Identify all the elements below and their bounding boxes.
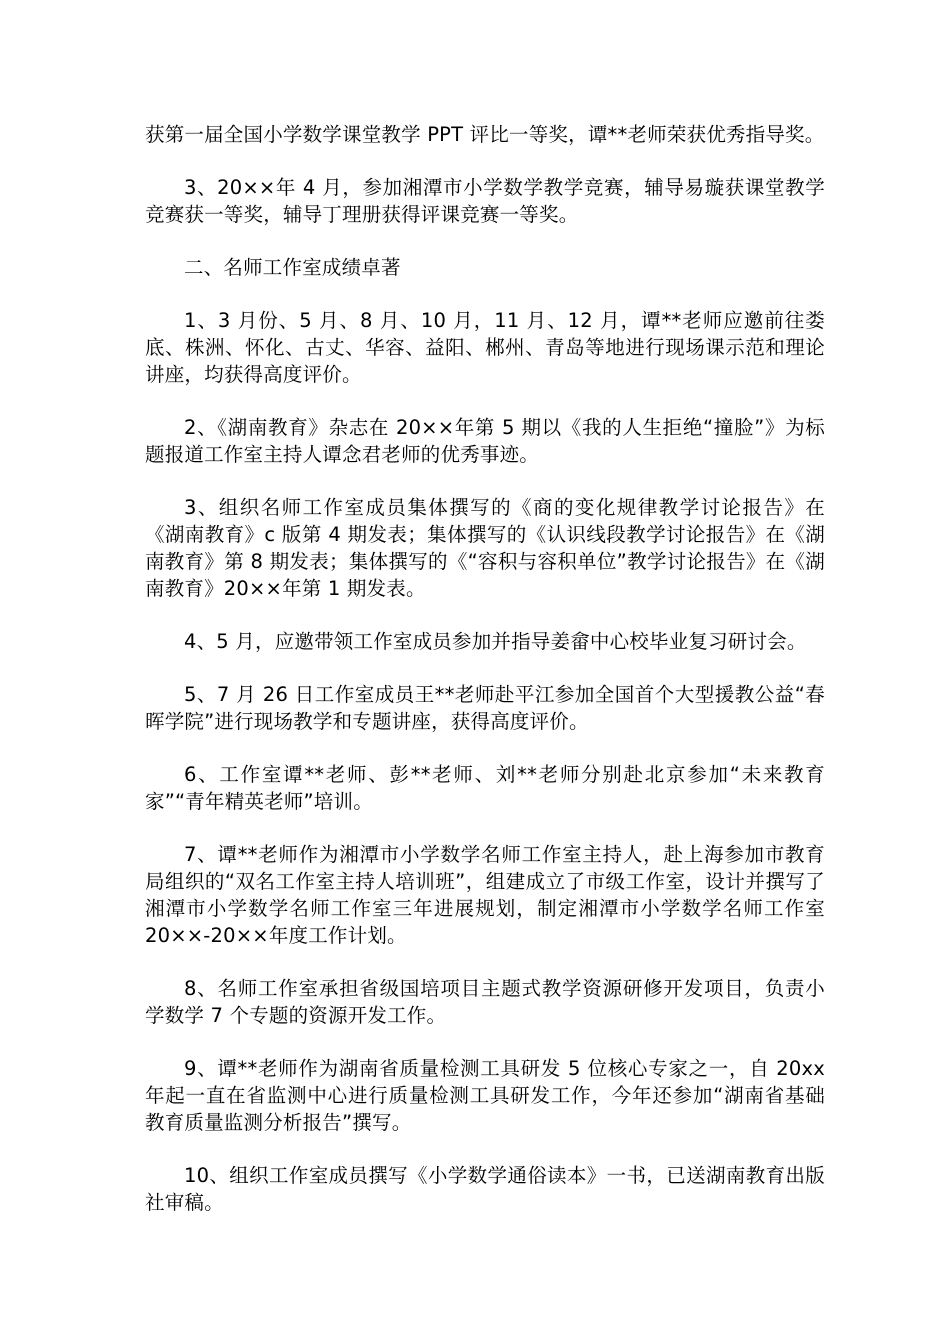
paragraph-item-10-book: 10、组织工作室成员撰写《小学数学通俗读本》一书，已送湖南教育出版社审稿。 xyxy=(145,1164,825,1214)
paragraph-item-5-pingjiang: 5、7 月 26 日工作室成员王**老师赴平江参加全国首个大型援教公益“春晖学院”进行现场教学和专题讲座，获得高度评价。 xyxy=(145,683,825,733)
section-heading: 二、名师工作室成绩卓著 xyxy=(184,256,401,279)
paragraph-item-3-competition: 3、20××年 4 月，参加湘潭市小学数学教学竞赛，辅导易璇获课堂教学竞赛获一等奖，辅导丁理册获得评课竞赛一等奖。 xyxy=(145,176,825,226)
paragraph-item-2-magazine: 2、《湖南教育》杂志在 20××年第 5 期以《我的人生拒绝“撞脸”》为标题报道工作室主持人谭念君老师的优秀事迹。 xyxy=(145,416,825,466)
paragraph-item-1-lectures: 1、3 月份、5 月、8 月、10 月，11 月、12 月，谭**老师应邀前往娄底、株洲、怀化、古丈、华容、益阳、郴州、青岛等地进行现场课示范和理论讲座，均获得高度评价。 xyxy=(145,309,825,386)
paragraph-item-3-reports: 3、组织名师工作室成员集体撰写的《商的变化规律教学讨论报告》在《湖南教育》c 版第 4 期发表；集体撰写的《认识线段教学讨论报告》在《湖南教育》第 8 期发表；集体撰写的《“容积与容积单位”教学讨论报告》在《湖南教育》20××年第 1 期发表。 xyxy=(145,496,825,600)
paragraph-item-9-quality: 9、谭**老师作为湖南省质量检测工具研发 5 位核心专家之一，自 20xx 年起一直在省监测中心进行质量检测工具研发工作，今年还参加“湖南省基础教育质量监测分析报告”撰写。 xyxy=(145,1057,825,1134)
paragraph-item-4-seminar: 4、5 月，应邀带领工作室成员参加并指导姜畲中心校毕业复习研讨会。 xyxy=(184,630,807,653)
paragraph-item-8-resources: 8、名师工作室承担省级国培项目主题式教学资源研修开发项目，负责小学数学 7 个专题的资源开发工作。 xyxy=(145,977,825,1027)
document-body xyxy=(145,121,825,1242)
paragraph-item-6-training: 6、工作室谭**老师、彭**老师、刘**老师分别赴北京参加“未来教育家”“青年精英老师”培训。 xyxy=(145,763,825,813)
paragraph-continuation: 获第一届全国小学数学课堂教学 PPT 评比一等奖，谭**老师荣获优秀指导奖。 xyxy=(145,123,825,146)
paragraph-item-7-studio: 7、谭**老师作为湘潭市小学数学名师工作室主持人，赴上海参加市教育局组织的“双名工作室主持人培训班”，组建成立了市级工作室，设计并撰写了湘潭市小学数学名师工作室三年进展规划，制定湘潭市小学数学名师工作室 20××-20××年度工作计划。 xyxy=(145,843,825,947)
